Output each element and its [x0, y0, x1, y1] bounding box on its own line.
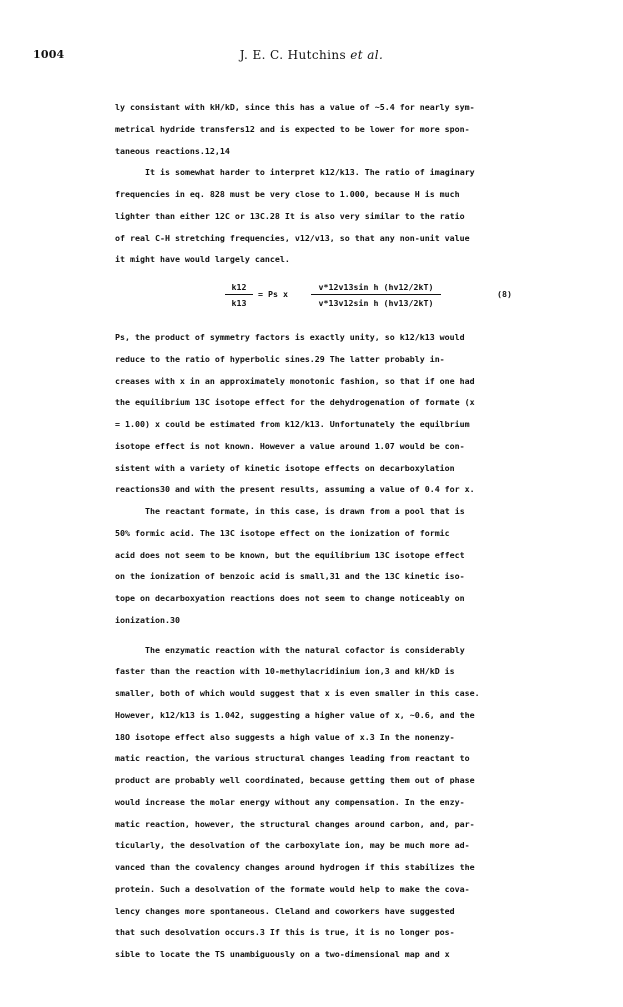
text-line: matic reaction, however, the structural changes around carbon, and, par-	[115, 818, 475, 829]
text-line: taneous reactions.12,14	[115, 145, 230, 156]
text-line: isotope effect is not known. However a value around 1.07 would be con-	[115, 440, 465, 451]
eq-rhs-fraction-bar	[311, 294, 441, 295]
text-line: lency changes more spontaneous. Cleland and coworkers have suggested	[115, 905, 455, 916]
eq-rhs-denominator: v*13v12sin h (hv13/2kT)	[318, 298, 434, 308]
eq-rhs-numerator: v*12v13sin h (hv12/2kT)	[318, 282, 434, 292]
text-line: 50% formic acid. The 13C isotope effect on the ionization of formic	[115, 527, 450, 538]
text-line: The reactant formate, in this case, is drawn from a pool that is	[145, 506, 465, 516]
eq-lhs-numerator: k12	[231, 282, 247, 292]
text-line: ly consistant with kH/kD, since this has a value of ~5.4 for nearly sym-	[115, 102, 475, 112]
text-line: it might have would largely cancel.	[115, 254, 290, 265]
text-line: ionization.30	[115, 614, 180, 625]
author-names: J. E. C. Hutchins	[239, 48, 347, 62]
text-line: The enzymatic reaction with the natural cofactor is considerably	[145, 644, 465, 655]
eq-lhs-fraction-bar	[225, 294, 253, 295]
text-line: ticularly, the desolvation of the carboxylate ion, may be much more ad-	[115, 840, 470, 851]
text-line: acid does not seem to be known, but the equilibrium 13C isotope effect	[115, 549, 465, 560]
eq-lhs-denominator: k13	[231, 298, 247, 308]
text-line: 18O isotope effect also suggests a high value of x.3 In the nonenzy-	[115, 731, 455, 742]
equation-number: (8)	[497, 289, 512, 299]
text-line: on the ionization of benzoic acid is small,31 and the 13C kinetic iso-	[115, 571, 465, 582]
text-line: It is somewhat harder to interpret k12/k13. The ratio of imaginary	[145, 167, 475, 178]
text-line: Ps, the product of symmetry factors is exactly unity, so k12/k13 would	[115, 332, 465, 342]
text-line: smaller, both of which would suggest that x is even smaller in this case.	[115, 688, 480, 698]
text-line: of real C-H stretching frequencies, v12/v13, so that any non-unit value	[115, 232, 470, 243]
text-line: product are probably well coordinated, because getting them out of phase	[115, 775, 475, 785]
text-line: = 1.00) x could be estimated from k12/k13. Unfortunately the equilbrium	[115, 419, 470, 429]
paragraph-gap	[115, 632, 525, 640]
equation-8	[115, 273, 525, 323]
text-line: reactions30 and with the present results, assuming a value of 0.4 for x.	[115, 484, 475, 495]
text-line: However, k12/k13 is 1.042, suggesting a higher value of x, ~0.6, and the	[115, 709, 475, 720]
text-line: protein. Such a desolvation of the formate would help to make the cova-	[115, 883, 470, 894]
text-line: vanced than the covalency changes around hydrogen if this stabilizes the	[115, 862, 475, 872]
text-line: that such desolvation occurs.3 If this is true, it is no longer pos-	[115, 927, 455, 938]
running-head	[0, 48, 623, 66]
author-line	[0, 48, 623, 62]
text-line: sible to locate the TS unambiguously on a two-dimensional map and x	[115, 949, 450, 959]
page-number: 1004	[33, 48, 65, 61]
body-text	[115, 97, 525, 966]
text-line: would increase the molar energy without any compensation. In the enzy-	[115, 796, 465, 807]
et-al: et al.	[350, 48, 384, 62]
text-line: faster than the reaction with 10-methylacridinium ion,3 and kH/kD is	[115, 666, 455, 677]
text-line: creases with x in an approximately monotonic fashion, so that if one had	[115, 375, 475, 386]
text-line: reduce to the ratio of hyperbolic sines.29 The latter probably in-	[115, 353, 445, 364]
text-line: lighter than either 12C or 13C.28 It is also very similar to the ratio	[115, 210, 465, 221]
text-line: metrical hydride transfers12 and is expected to be lower for more spon-	[115, 123, 470, 134]
text-line: sistent with a variety of kinetic isotope effects on decarboxylation	[115, 462, 455, 473]
eq-middle: = Ps x	[258, 289, 288, 299]
text-line: tope on decarboxyation reactions does not seem to change noticeably on	[115, 593, 465, 603]
text-line: the equilibrium 13C isotope effect for the dehydrogenation of formate (x	[115, 397, 475, 408]
text-line: frequencies in eq. 828 must be very close to 1.000, because H is much	[115, 189, 460, 199]
text-line: matic reaction, the various structural changes leading from reactant to	[115, 753, 470, 764]
